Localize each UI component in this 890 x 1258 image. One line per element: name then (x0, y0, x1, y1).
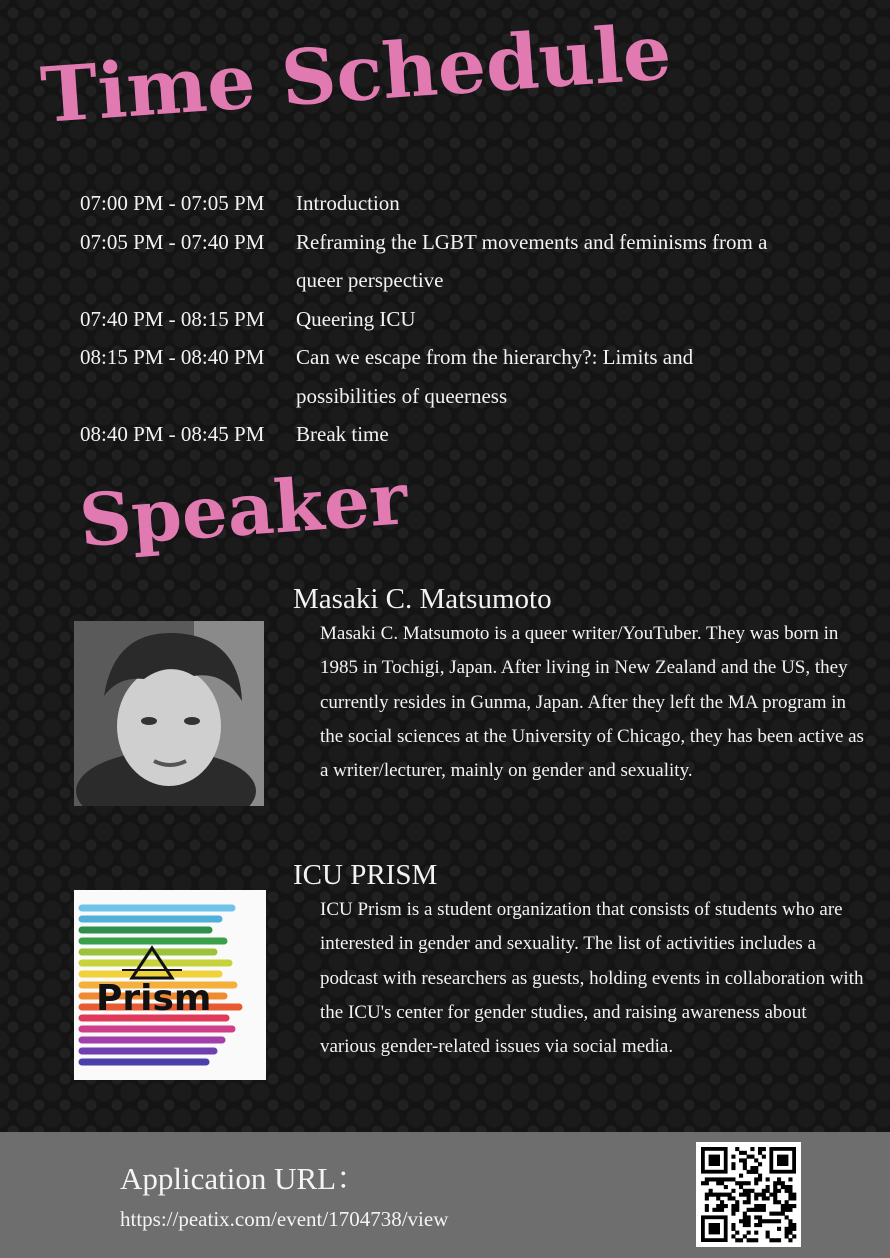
schedule-row (80, 184, 840, 223)
application-url[interactable]: https://peatix.com/event/1704738/view (120, 1207, 449, 1231)
speaker-photo (74, 621, 264, 806)
speaker-name: Masaki C. Matsumoto (293, 583, 552, 615)
portrait-illustration (74, 621, 264, 806)
schedule-time: 07:40 PM - 08:15 PM (80, 306, 265, 331)
qr-pattern (696, 1142, 801, 1247)
schedule-time: 07:00 PM - 07:05 PM (80, 191, 265, 215)
schedule-row (80, 415, 840, 454)
schedule-row (80, 300, 840, 339)
schedule-row (80, 223, 840, 300)
schedule-time: 08:40 PM - 08:45 PM (80, 422, 265, 446)
speaker-title: Speaker (76, 455, 411, 563)
qr-code-icon[interactable] (696, 1142, 801, 1247)
speaker-bio: ICU Prism is a student organization that consists of students who are interested in gender and sexuality. The list of activities includes a podcast with researchers as guests, holding events in collaboration with the ICU's center for gender studies, and raising awareness about various gender-related issues via social media. (320, 899, 864, 1058)
speaker-name: ICU PRISM (293, 859, 438, 891)
schedule-desc: Introduction (296, 191, 400, 215)
schedule-time: 07:05 PM - 07:40 PM (80, 229, 265, 254)
schedule-desc: Break time (296, 422, 389, 446)
application-label: Application URL： (120, 1161, 368, 1196)
schedule-time: 08:15 PM - 08:40 PM (80, 345, 265, 369)
speaker-bio: Masaki C. Matsumoto is a queer writer/YouTuber. They was born in 1985 in Tochigi, Japan. After living in New Zealand and the US, they currently resides in Gunma, Japan. After they left the MA program in the social sciences at the University of Chicago, they has been active as a writer/lecturer, mainly on gender and sexuality. (320, 623, 864, 782)
schedule-desc: Queering ICU (296, 306, 416, 331)
schedule-desc: Reframing the LGBT movements and feminisms from a queer perspective (296, 229, 768, 292)
logo-text: Prism (96, 978, 212, 1019)
schedule-row (80, 338, 840, 415)
prism-logo (74, 890, 266, 1080)
schedule-desc: Can we escape from the hierarchy?: Limits and possibilities of queerness (296, 345, 694, 408)
schedule-title: Time Schedule (38, 7, 674, 140)
schedule-list (80, 184, 840, 454)
